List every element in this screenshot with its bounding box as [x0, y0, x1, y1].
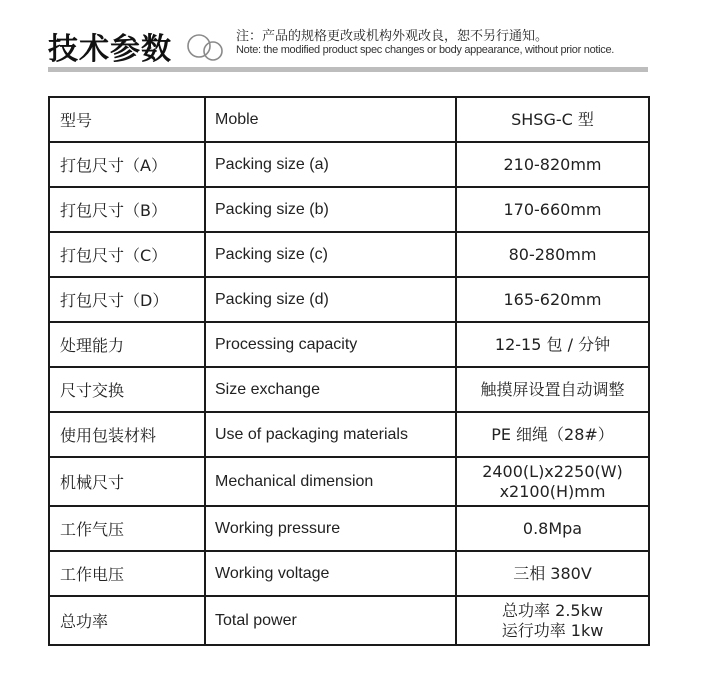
spec-value	[456, 506, 649, 551]
spec-value	[456, 187, 649, 232]
spec-value	[456, 232, 649, 277]
spec-name-en: Packing size (d)	[205, 277, 456, 322]
double-circle-icon	[186, 30, 230, 62]
spec-row	[49, 232, 649, 277]
spec-value-line: 2400(L)x2250(W)	[482, 461, 623, 481]
spec-row	[49, 596, 649, 645]
spec-name-en: Packing size (c)	[205, 232, 456, 277]
spec-name-en: Working voltage	[205, 551, 456, 596]
notice-chinese: 注：产品的规格更改或机构外观改良，恕不另行通知。	[236, 29, 549, 44]
spec-name-cn: 工作电压	[49, 551, 205, 596]
spec-value	[456, 596, 649, 645]
spec-value-line: 210-820mm	[503, 154, 602, 174]
spec-value	[456, 97, 649, 142]
spec-value-line: 12-15 包 / 分钟	[494, 334, 611, 354]
spec-header	[48, 22, 648, 66]
spec-row	[49, 187, 649, 232]
spec-name-cn: 型号	[49, 97, 205, 142]
spec-name-cn: 使用包装材料	[49, 412, 205, 457]
spec-name-cn: 总功率	[49, 596, 205, 645]
spec-value	[456, 412, 649, 457]
spec-name-en: Total power	[205, 596, 456, 645]
spec-name-cn: 打包尺寸（D）	[49, 277, 205, 322]
spec-row	[49, 322, 649, 367]
spec-name-en: Packing size (a)	[205, 142, 456, 187]
spec-name-en: Processing capacity	[205, 322, 456, 367]
spec-row	[49, 97, 649, 142]
spec-value-line: 165-620mm	[503, 289, 602, 309]
spec-name-en: Size exchange	[205, 367, 456, 412]
spec-row	[49, 277, 649, 322]
spec-value-line: PE 细绳（28#）	[491, 424, 614, 444]
spec-name-cn: 打包尺寸（A）	[49, 142, 205, 187]
spec-table	[48, 96, 650, 646]
spec-name-en: Mechanical dimension	[205, 457, 456, 506]
spec-row	[49, 142, 649, 187]
spec-name-cn: 处理能力	[49, 322, 205, 367]
spec-value-line: 170-660mm	[503, 199, 602, 219]
notice-english: Note: the modified product spec changes or body appearance, without prior notice.	[236, 44, 615, 56]
spec-name-en: Packing size (b)	[205, 187, 456, 232]
spec-name-cn: 工作气压	[49, 506, 205, 551]
spec-value	[456, 551, 649, 596]
spec-value-line: 总功率 2.5kw	[502, 600, 603, 620]
spec-row	[49, 506, 649, 551]
spec-value	[456, 367, 649, 412]
spec-value-line: 触摸屏设置自动调整	[480, 379, 625, 399]
spec-value-line: SHSG-C 型	[511, 109, 594, 129]
spec-name-cn: 打包尺寸（B）	[49, 187, 205, 232]
spec-row	[49, 457, 649, 506]
spec-row	[49, 412, 649, 457]
header-divider	[48, 67, 648, 72]
spec-value-line: 三相 380V	[513, 563, 592, 583]
spec-row	[49, 367, 649, 412]
spec-value-line: x2100(H)mm	[499, 481, 606, 501]
spec-name-en: Use of packaging materials	[205, 412, 456, 457]
spec-table-body	[49, 97, 649, 645]
spec-value	[456, 457, 649, 506]
spec-value-line: 80-280mm	[508, 244, 597, 264]
spec-row	[49, 551, 649, 596]
spec-value	[456, 142, 649, 187]
page-title: 技术参数	[48, 32, 172, 67]
spec-name-cn: 尺寸交换	[49, 367, 205, 412]
spec-value-line: 运行功率 1kw	[501, 620, 604, 640]
spec-value	[456, 322, 649, 367]
spec-name-en: Moble	[205, 97, 456, 142]
spec-value	[456, 277, 649, 322]
spec-value-line: 0.8Mpa	[522, 518, 583, 538]
spec-name-en: Working pressure	[205, 506, 456, 551]
spec-name-cn: 打包尺寸（C）	[49, 232, 205, 277]
spec-name-cn: 机械尺寸	[49, 457, 205, 506]
